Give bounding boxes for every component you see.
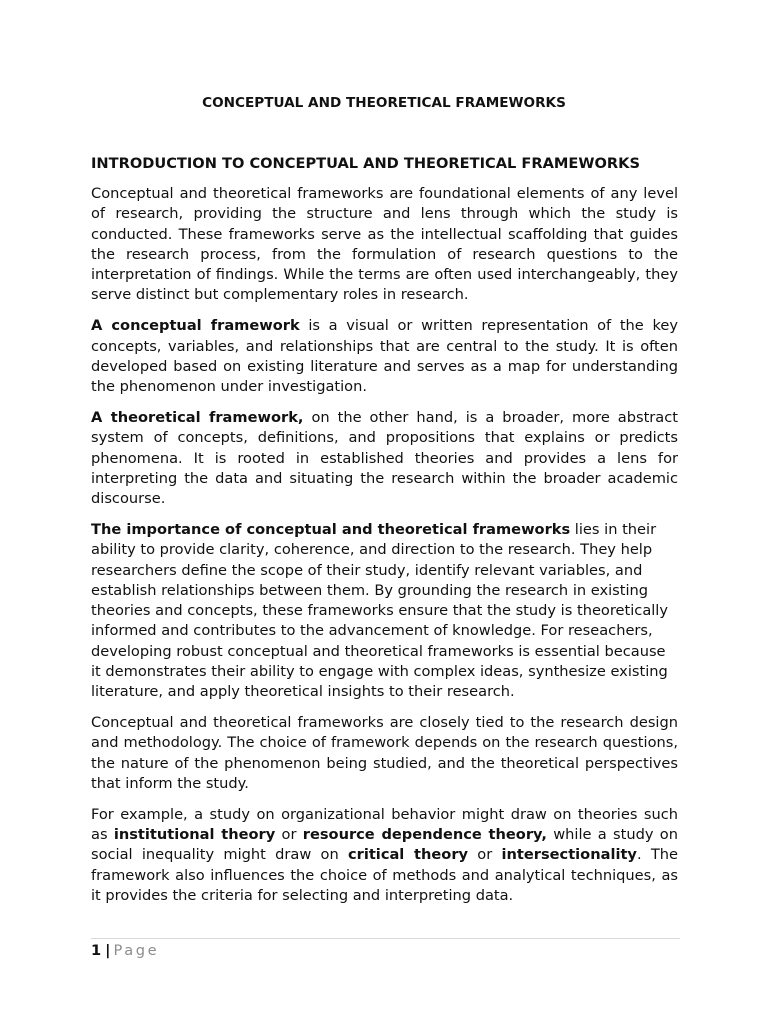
paragraph-text: lies in their ability to provide clarity, coherence, and direction to the research. They help researchers define the scope of their study, identify relevant variables, and establish relationships between them. By grounding the research in existing theories and concepts, these frameworks ensure that the study is theoretically informed and contributes to the advancement of knowledge. For reseachers, developing robust conceptual and theoretical frameworks is essential because it demonstrates their ability to engage with complex ideas, synthesize existing literature, and apply theoretical insights to their research. xyxy=(91,520,669,701)
paragraph-text: . The framework also influences the choice of methods and analytical techniques, as it provides the criteria for selecting and interpreting data. xyxy=(91,846,678,904)
paragraph-text: or xyxy=(275,826,303,844)
paragraph-conceptual-framework xyxy=(91,316,678,397)
page-number: 1 xyxy=(91,942,102,959)
document-body xyxy=(91,184,678,917)
page-footer xyxy=(91,941,159,961)
term-intersectionality: intersectionality xyxy=(501,846,637,864)
term-conceptual-framework: A conceptual framework xyxy=(91,317,300,335)
term-critical-theory: critical theory xyxy=(347,846,469,864)
term-importance: The importance of conceptual and theoretical frameworks xyxy=(91,520,571,538)
footer-divider xyxy=(91,938,680,939)
footer-separator: | xyxy=(105,942,111,959)
paragraph-text: For example, a study on organizational behavior might draw on theories such as xyxy=(91,805,678,844)
term-institutional-theory: institutional theory xyxy=(113,826,276,844)
paragraph-text: on the other hand, is a broader, more abstract system of concepts, definitions, and propositions that explains or predicts phenomena. It is rooted in established theories and provides a lens for interpreting the data and situating the research within the broader academic discourse. xyxy=(91,408,678,508)
paragraph-text: Conceptual and theoretical frameworks are foundational elements of any level of research, providing the structure and lens through which the study is conducted. These frameworks serve as the intellectual scaffolding that guides the research process, from the formulation of research questions to the interpretation of findings. While the terms are often used interchangeably, they serve distinct but complementary roles in research. xyxy=(91,185,678,304)
paragraph-importance xyxy=(91,520,678,703)
paragraph-design-methodology xyxy=(91,713,678,794)
paragraph-intro xyxy=(91,184,678,306)
document-title: CONCEPTUAL AND THEORETICAL FRAMEWORKS xyxy=(202,95,566,111)
paragraph-theoretical-framework xyxy=(91,408,678,509)
term-theoretical-framework: A theoretical framework, xyxy=(91,408,304,426)
section-heading: INTRODUCTION TO CONCEPTUAL AND THEORETICAL FRAMEWORKS xyxy=(91,155,640,172)
term-resource-dependence-theory: resource dependence theory, xyxy=(302,826,547,844)
paragraph-text: Conceptual and theoretical frameworks are closely tied to the research design and methodology. The choice of framework depends on the research questions, the nature of the phenomenon being studied, and the theoretical perspectives that inform the study. xyxy=(91,714,678,793)
paragraph-text: while a study on social inequality might draw on xyxy=(91,826,678,864)
paragraph-example xyxy=(91,805,678,906)
page-label: Page xyxy=(113,942,160,959)
paragraph-text: is a visual or written representation of the key concepts, variables, and relationships that are central to the study. It is often developed based on existing literature and serves as a map for understanding the phenomenon under investigation. xyxy=(91,317,678,396)
paragraph-text: or xyxy=(468,846,502,864)
